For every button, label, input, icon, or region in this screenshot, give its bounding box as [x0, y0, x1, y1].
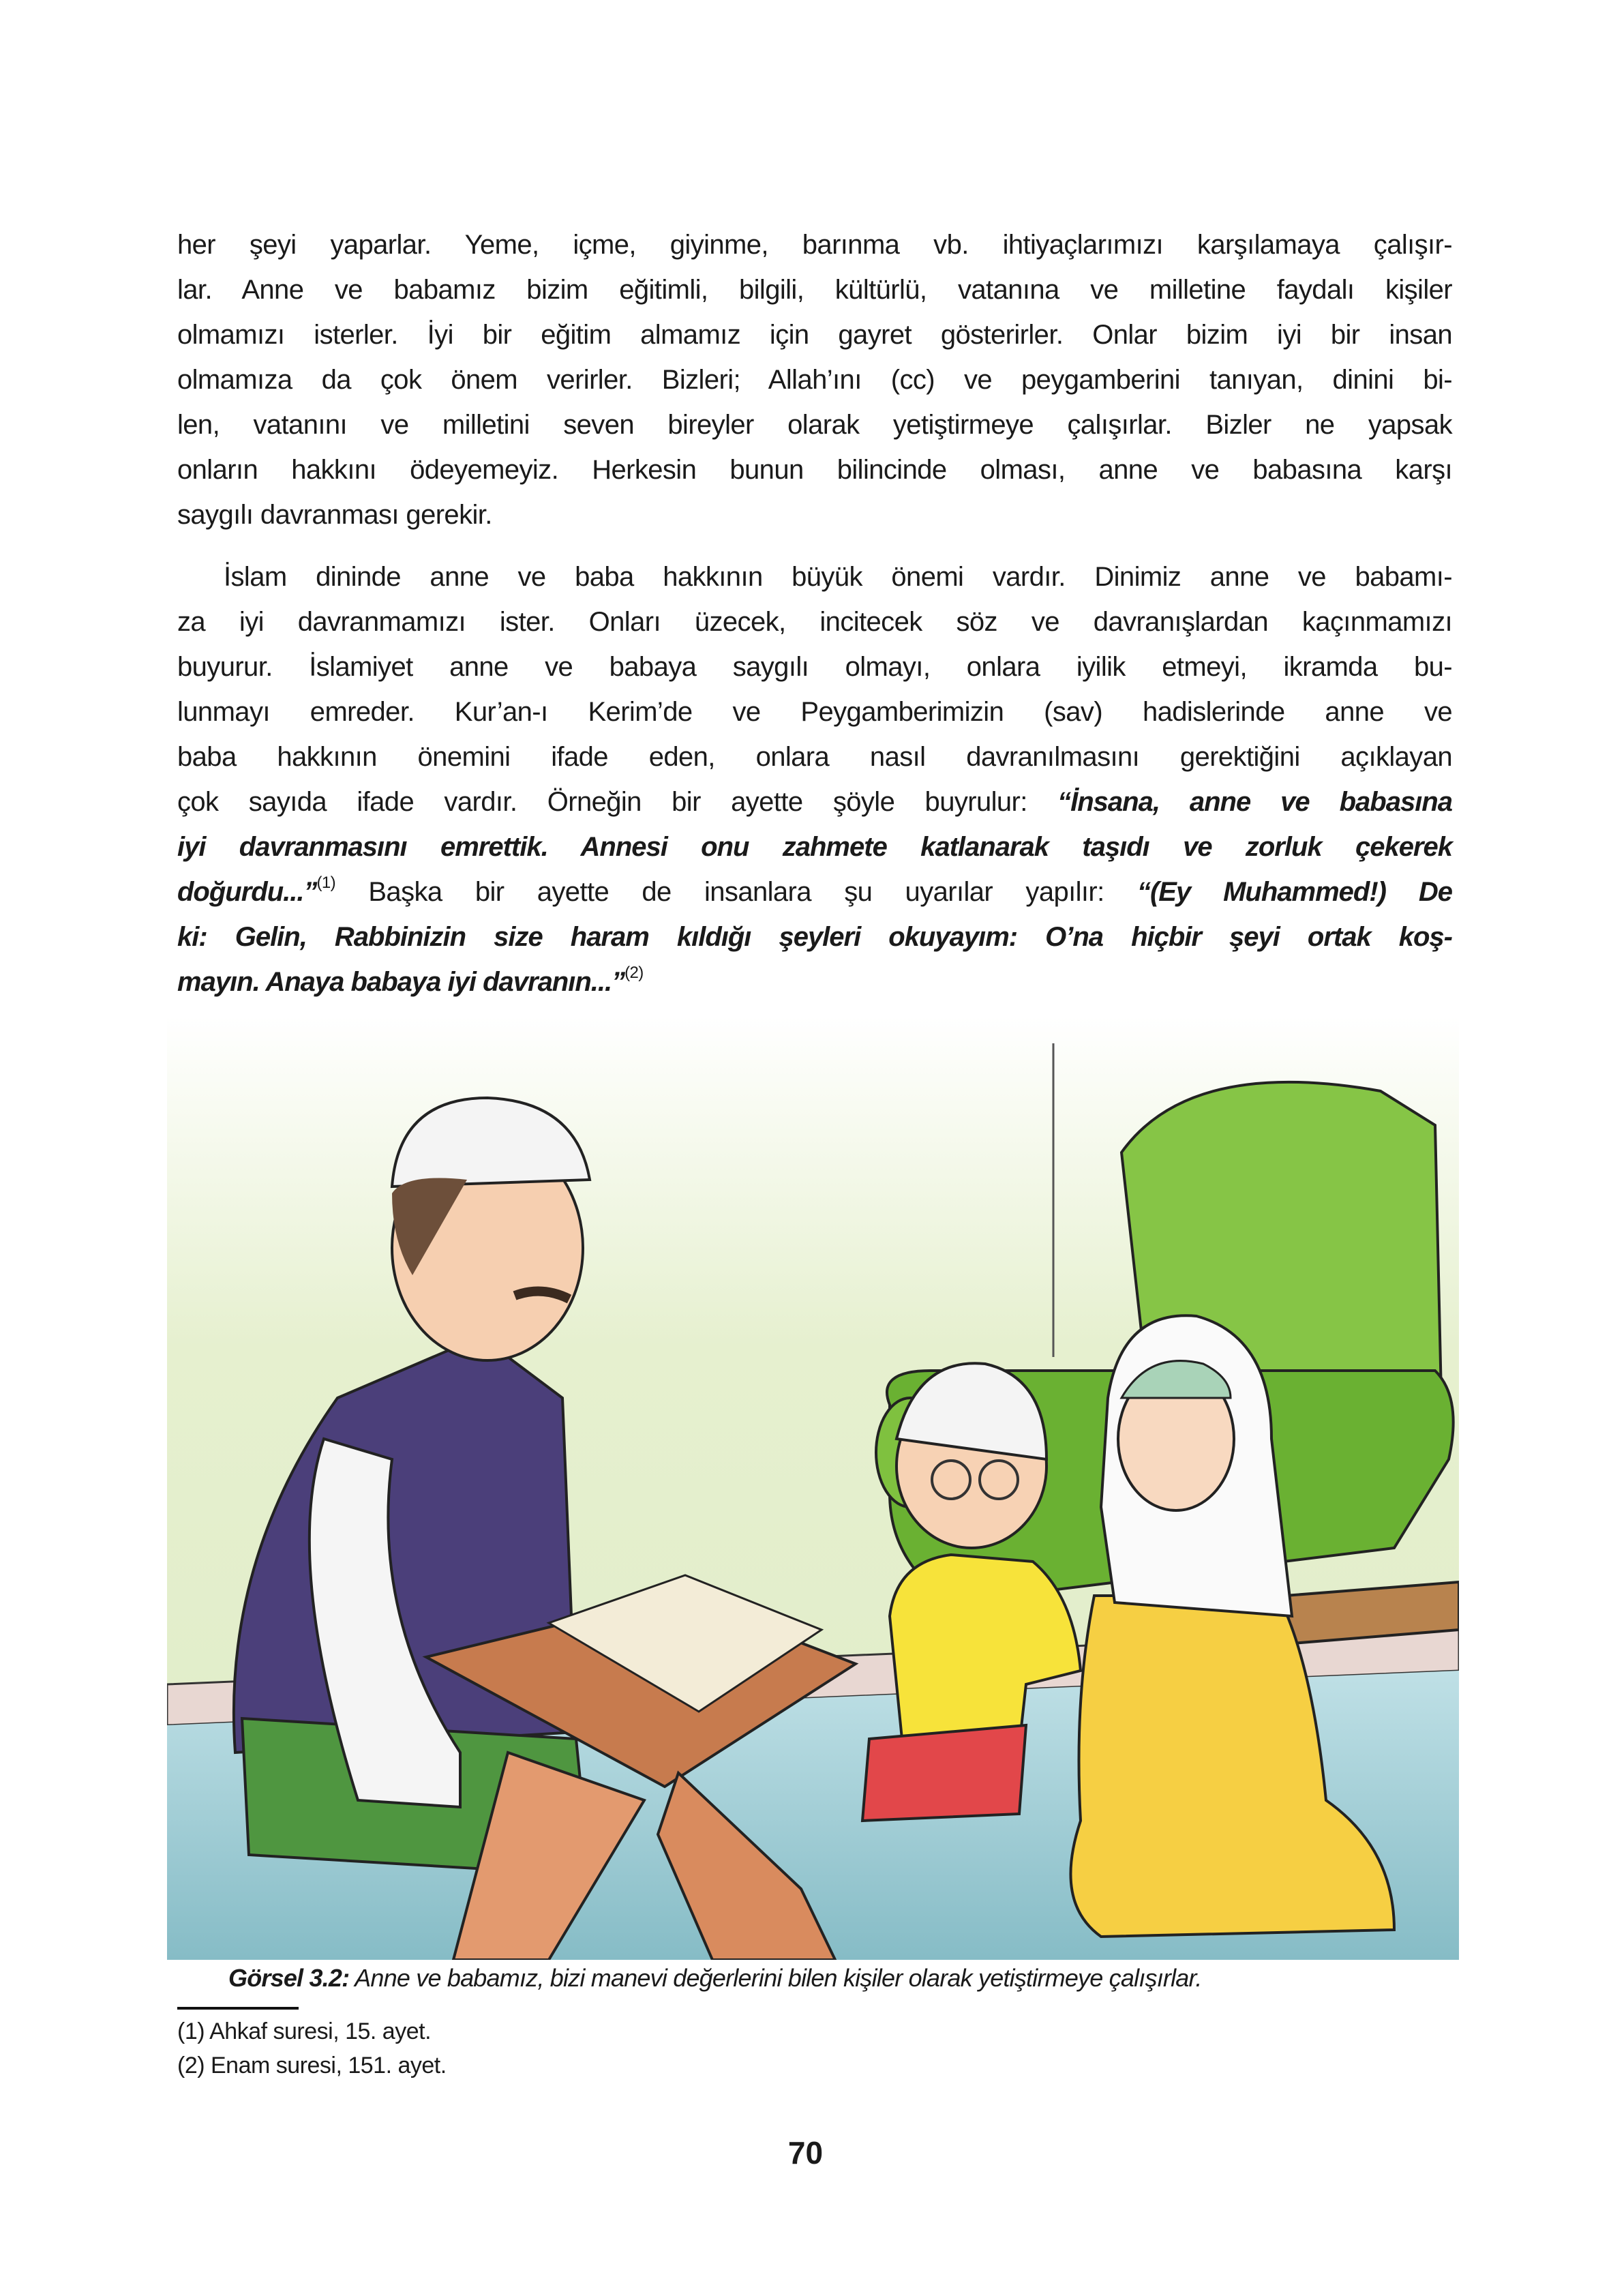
footnote-1: (1) Ahkaf suresi, 15. ayet. — [177, 2018, 432, 2044]
page-number: 70 — [787, 2135, 824, 2171]
text-run: baba hakkının önemini ifade eden, onlara nasıl davranılmasını gerektiğini açıklayan — [177, 742, 1452, 772]
text-run: Başka bir ayette de insanlara şu uyarılar yapılır: — [335, 877, 1137, 907]
text-run: za iyi davranmamızı ister. Onları üzecek, incitecek söz ve davranışlardan kaçınmamızı — [177, 607, 1452, 637]
text-run: olmamızı isterler. İyi bir eğitim almamız için gayret gösterirler. Onlar bizim iyi bir insan — [177, 320, 1452, 350]
footnote-ref: (1) — [316, 874, 336, 892]
body-text — [177, 222, 1452, 1022]
footnote-2: (2) Enam suresi, 151. ayet. — [177, 2053, 447, 2078]
text-run: İslam dininde anne ve baba hakkının büyük önemi vardır. Dinimiz anne ve babamı- — [224, 562, 1452, 592]
text-line — [177, 824, 1452, 869]
text-line — [177, 599, 1452, 644]
text-line — [177, 447, 1452, 492]
text-line — [177, 312, 1452, 357]
paragraph — [177, 554, 1452, 1004]
text-line — [177, 779, 1452, 824]
text-line — [177, 689, 1452, 734]
verse-quote: “İnsana, anne ve babasına — [1057, 787, 1452, 817]
text-line — [177, 267, 1452, 312]
text-run: buyurur. İslamiyet anne ve babaya saygılı olmayı, onlara iyilik etmeyi, ikramda bu- — [177, 652, 1452, 682]
text-run: her şeyi yaparlar. Yeme, içme, giyinme, barınma vb. ihtiyaçlarımızı karşılamaya çalışır- — [177, 230, 1452, 260]
text-line — [177, 914, 1452, 959]
illustration-father-reading-quran-with-children — [167, 1016, 1459, 1960]
text-run: lar. Anne ve babamız bizim eğitimli, bilgili, kültürlü, vatanına ve milletine faydalı kişiler — [177, 275, 1452, 305]
text-line — [177, 492, 1452, 537]
verse-quote: ki: Gelin, Rabbinizin size haram kıldığı şeyleri okuyayım: O’na hiçbir şeyi ortak koş- — [177, 922, 1452, 952]
text-run: olmamıza da çok önem verirler. Bizleri; Allah’ını (cc) ve peygamberini tanıyan, dinini bi- — [177, 365, 1452, 395]
verse-quote: iyi davranmasını emrettik. Annesi onu zahmete katlanarak taşıdı ve zorluk çekerek — [177, 832, 1452, 862]
text-line — [177, 402, 1452, 447]
text-run: lunmayı emreder. Kur’an-ı Kerim’de ve Peygamberimizin (sav) hadislerinde anne ve — [177, 697, 1452, 727]
text-line — [177, 959, 1452, 1004]
text-run: len, vatanını ve milletini seven bireyler olarak yetiştirmeye çalışırlar. Bizler ne yapsak — [177, 410, 1452, 440]
verse-quote: doğurdu...” — [177, 877, 317, 907]
text-line — [177, 222, 1452, 267]
verse-quote: “(Ey Muhammed!) De — [1136, 877, 1452, 907]
text-line — [177, 357, 1452, 402]
text-run: onların hakkını ödeyemeyiz. Herkesin bunun bilincinde olması, anne ve babasına karşı — [177, 455, 1452, 485]
figure-label: Görsel 3.2: — [228, 1964, 350, 1992]
paragraph — [177, 222, 1452, 537]
figure-caption-text: Anne ve babamız, bizi manevi değerlerini bilen kişiler olarak yetiştirmeye çalışırlar. — [349, 1964, 1202, 1992]
text-run: çok sayıda ifade vardır. Örneğin bir ayette şöyle buyrulur: — [177, 787, 1058, 817]
text-run: saygılı davranması gerekir. — [177, 500, 492, 530]
verse-quote: mayın. Anaya babaya iyi davranın...” — [177, 967, 625, 997]
text-line — [177, 734, 1452, 779]
figure-caption — [228, 1964, 1202, 1993]
text-line — [177, 644, 1452, 689]
text-line — [177, 554, 1452, 599]
text-line — [177, 869, 1452, 914]
footnote-divider — [177, 2007, 299, 2010]
footnote-ref: (2) — [624, 964, 644, 982]
